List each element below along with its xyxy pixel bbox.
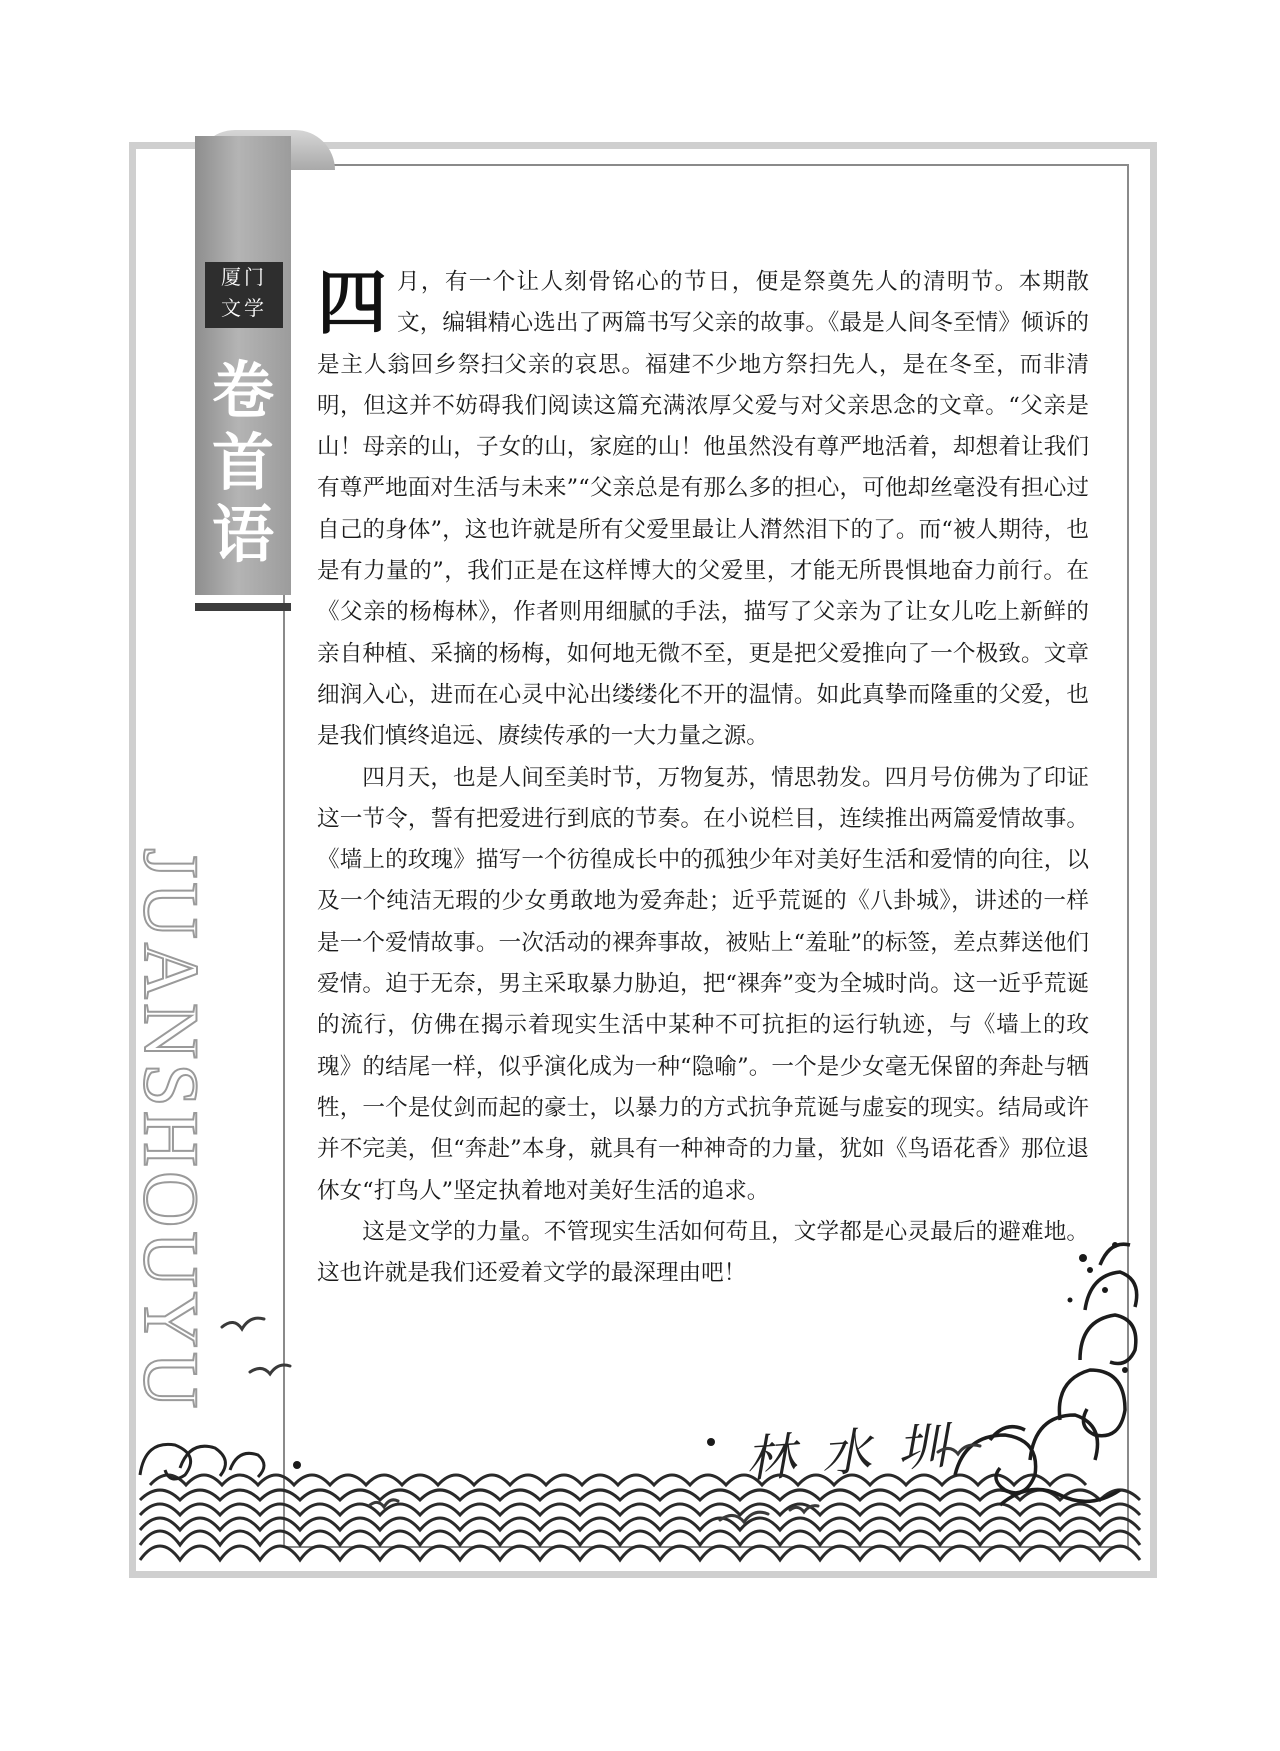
journal-logo-line2: 文学 xyxy=(221,296,267,320)
vertical-pinyin-title: JUANSHOUYU xyxy=(128,848,215,1413)
author-signature: 林水圳 xyxy=(743,1415,976,1489)
journal-logo-line1: 厦门 xyxy=(221,265,267,289)
right-wave-crest-icon xyxy=(955,1244,1137,1505)
column-title-char: 卷 xyxy=(211,354,274,427)
drop-cap: 四 xyxy=(317,262,387,344)
paragraph-3: 这是文学的力量。不管现实生活如何苟且，文学都是心灵最后的避难地。这也许就是我们还爱着文学的最深理由吧！ xyxy=(317,1218,1089,1287)
paragraph-2: 四月天，也是人间至美时节，万物复苏，情思勃发。四月号仿佛为了印证这一节令，誓有把爱进行到底的节奏。在小说栏目，连续推出两篇爱情故事。《墙上的玫瑰》描写一个彷徨成长中的孤独少年对美好生活和爱情的向往，以及一个纯洁无瑕的少女勇敢地为爱奔赴；近乎荒诞的《八卦城》，讲述的一样是一个爱情故事。一次活动的裸奔事故，被贴上“羞耻”的标签，差点葬送他们爱情。迫于无奈，男主采取暴力胁迫，把“裸奔”变为全城时尚。这一近乎荒诞的流行，仿佛在揭示着现实生活中某种不可抗拒的运行轨迹，与《墙上的玫瑰》的结尾一样，似乎演化成为一种“隐喻”。一个是少女毫无保留的奔赴与牺牲，一个是仗剑而起的豪士，以暴力的方式抗争荒诞与虚妄的现实。结局或许并不完美，但“奔赴”本身，就具有一种神奇的力量，犹如《鸟语花香》那位退休女“打鸟人”坚定执着地对美好生活的追求。 xyxy=(317,764,1089,1204)
wave-band-icon xyxy=(140,1475,1140,1560)
column-title-char: 首 xyxy=(211,426,274,499)
column-title-char: 语 xyxy=(211,498,274,571)
paragraph-1-text: 月，有一个让人刻骨铭心的节日，便是祭奠先人的清明节。本期散文，编辑精心选出了两篇书写父亲的故事。《最是人间冬至情》倾诉的是主人翁回乡祭扫父亲的哀思。福建不少地方祭扫先人，是在冬至，而非清明，但这并不妨碍我们阅读这篇充满浓厚父爱与对父亲思念的文章。“父亲是山！母亲的山，子女的山，家庭的山！他虽然没有尊严地活着，却想着让我们有尊严地面对生活与未来”“父亲总是有那么多的担心，可他却丝毫没有担心过自己的身体”，这也许就是所有父爱里最让人潸然泪下的了。而“被人期待，也是有力量的”，我们正是在这样博大的父爱里，才能无所畏惧地奋力前行。在《父亲的杨梅林》，作者则用细腻的手法，描写了父亲为了让女儿吃上新鲜的亲自种植、采摘的杨梅，如何地无微不至，更是把父爱推向了一个极致。文章细润入心，进而在心灵中沁出缕缕化不开的温情。如此真挚而隆重的父爱，也是我们慎终追远、赓续传承的一大力量之源。 xyxy=(317,269,1089,750)
